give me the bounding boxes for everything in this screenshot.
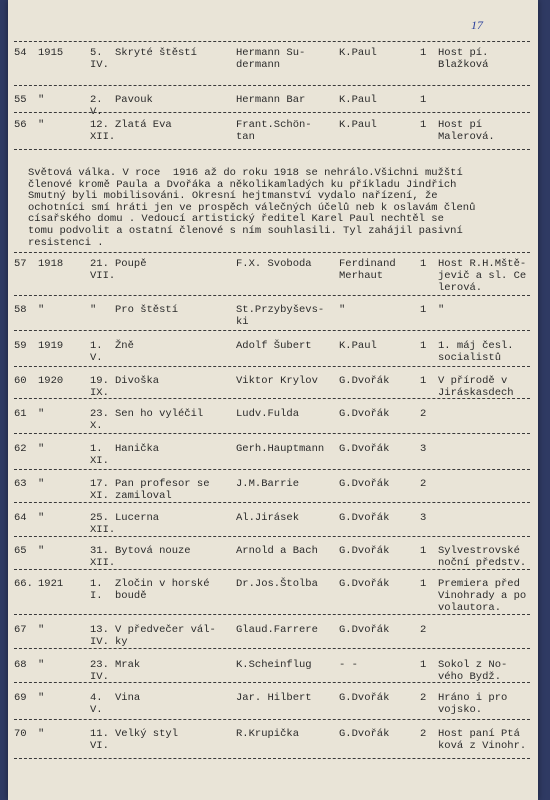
entry-year: 1915 xyxy=(38,47,64,59)
row-divider xyxy=(14,85,530,86)
entry-year: " xyxy=(38,659,45,671)
row-divider xyxy=(14,295,530,296)
performance-count: 1 xyxy=(420,375,427,387)
play-title: Pan profesor se zamiloval xyxy=(115,478,210,502)
entry-date: 23. X. xyxy=(90,408,109,432)
entry-date: 19. IX. xyxy=(90,375,109,399)
entry-number: 67 xyxy=(14,624,27,636)
performance-count: 1 xyxy=(420,340,427,352)
play-title: Divoška xyxy=(115,375,160,387)
play-title: Vina xyxy=(115,692,141,704)
play-author: Frant.Schön- tan xyxy=(236,119,312,143)
play-title: V předvečer vál- ky xyxy=(115,624,216,648)
entry-year: " xyxy=(38,304,45,316)
director-name: G.Dvořák xyxy=(339,443,390,455)
entry-year: 1920 xyxy=(38,375,64,387)
entry-date: 4. V. xyxy=(90,692,103,716)
entry-note: Host pí. Blažková xyxy=(438,47,489,71)
performance-count: 2 xyxy=(420,408,427,420)
entry-date: 1. I. xyxy=(90,578,103,602)
performance-count: 1 xyxy=(420,119,427,131)
play-author: J.M.Barrie xyxy=(236,478,300,490)
director-name: G.Dvořák xyxy=(339,624,390,636)
play-title: Zlatá Eva xyxy=(115,119,172,131)
paragraph-line: Smutný byli mobilisováni. Okresní hejtmanství vydalo nařízení, že xyxy=(28,190,438,203)
entry-number: 61 xyxy=(14,408,27,420)
entry-number: 60 xyxy=(14,375,27,387)
performance-count: 1 xyxy=(420,304,427,316)
performance-count: 2 xyxy=(420,692,427,704)
row-divider xyxy=(14,469,530,470)
play-author: Glaud.Farrere xyxy=(236,624,318,636)
entry-year: 1921 xyxy=(38,578,64,590)
director-name: K.Paul xyxy=(339,119,377,131)
entry-note: Sokol z No- vého Bydž. xyxy=(438,659,508,683)
paragraph-line: císařského domu . Vedoucí artistický ředitel Karel Paul nechtěl se xyxy=(28,213,444,226)
entry-date: 25. XII. xyxy=(90,512,116,536)
entry-note: Host R.H.Mště- jevič a sl. Ce lerová. xyxy=(438,258,527,294)
play-author: Hermann Bar xyxy=(236,94,306,106)
row-divider xyxy=(14,536,530,537)
row-divider xyxy=(14,648,530,649)
entry-note: V přírodě v Jiráskasdech xyxy=(438,375,514,399)
play-title: Pavouk xyxy=(115,94,153,106)
performance-count: 1 xyxy=(420,545,427,557)
director-name: - - xyxy=(339,659,358,671)
entry-year: " xyxy=(38,624,45,636)
paragraph-line: Světová válka. V roce 1916 až do roku 1918 se nehrálo.Všichni mužští xyxy=(28,167,463,179)
performance-count: 1 xyxy=(420,578,427,590)
play-author: Dr.Jos.Štolba xyxy=(236,578,318,590)
entry-date: 12. XII. xyxy=(90,119,116,143)
play-title: Skryté štěstí xyxy=(115,47,197,59)
director-name: K.Paul xyxy=(339,94,377,106)
director-name: " xyxy=(339,304,346,316)
play-author: Viktor Krylov xyxy=(236,375,318,387)
entry-year: " xyxy=(38,478,45,490)
performance-count: 3 xyxy=(420,443,427,455)
performance-count: 1 xyxy=(420,94,427,106)
paragraph-line: členové kromě Paula a Dvořáka a několikamladých ku příkladu Jindřich xyxy=(28,178,457,191)
play-title: Mrak xyxy=(115,659,141,671)
play-title: Hanička xyxy=(115,443,160,455)
performance-count: 2 xyxy=(420,478,427,490)
director-name: G.Dvořák xyxy=(339,512,390,524)
row-divider xyxy=(14,758,530,759)
entry-date: 23. IV. xyxy=(90,659,109,683)
row-divider xyxy=(14,330,530,331)
entry-date: 1. XI. xyxy=(90,443,109,467)
row-divider xyxy=(14,433,530,434)
performance-count: 2 xyxy=(420,728,427,740)
entry-number: 56 xyxy=(14,119,27,131)
play-author: Arnold a Bach xyxy=(236,545,318,557)
entry-year: " xyxy=(38,408,45,420)
entry-note: Host pí Malerová. xyxy=(438,119,495,143)
entry-date: 5. IV. xyxy=(90,47,109,71)
play-author: Al.Jirásek xyxy=(236,512,300,524)
entry-number: 54 xyxy=(14,47,27,59)
play-author: Adolf Šubert xyxy=(236,340,312,352)
row-divider xyxy=(14,719,530,720)
entry-year: " xyxy=(38,728,45,740)
row-divider xyxy=(14,366,530,367)
play-title: Lucerna xyxy=(115,512,160,524)
entry-note: Premiera před Vinohrady a po volautora. xyxy=(438,578,527,614)
page-number: 17 xyxy=(471,18,483,32)
paragraph-line: resistenci . xyxy=(28,236,104,249)
entry-year: " xyxy=(38,119,45,131)
entry-year: " xyxy=(38,94,45,106)
row-divider xyxy=(14,502,530,503)
row-divider xyxy=(14,569,530,570)
play-title: Poupě xyxy=(115,258,147,270)
war-note-paragraph xyxy=(28,168,528,249)
play-author: St.Przybyševs- ki xyxy=(236,304,325,328)
entry-note: " xyxy=(438,304,445,316)
entry-note: Sylvestrovské noční předstv. xyxy=(438,545,527,569)
entry-note: Host paní Ptá ková z Vinohr. xyxy=(438,728,527,752)
paragraph-line: ochotníci smí hráti jen ve prospěch válečných účelů neb k oslavám členů xyxy=(28,201,476,214)
performance-count: 1 xyxy=(420,258,427,270)
entry-year: " xyxy=(38,545,45,557)
director-name: G.Dvořák xyxy=(339,375,390,387)
entry-date: " xyxy=(90,304,97,316)
entry-number: 62 xyxy=(14,443,27,455)
director-name: K.Paul xyxy=(339,47,377,59)
entry-number: 55 xyxy=(14,94,27,106)
entry-number: 64 xyxy=(14,512,27,524)
row-divider xyxy=(14,614,530,615)
entry-number: 65 xyxy=(14,545,27,557)
play-author: Gerh.Hauptmann xyxy=(236,443,325,455)
entry-date: 17. XI. xyxy=(90,478,109,502)
paragraph-line: tomu podvolit a ostatní členové s ním souhlasili. Tyl zahájil pasivní xyxy=(28,224,463,237)
play-author: F.X. Svoboda xyxy=(236,258,312,270)
play-author: Jar. Hilbert xyxy=(236,692,312,704)
performance-count: 3 xyxy=(420,512,427,524)
director-name: G.Dvořák xyxy=(339,728,390,740)
entry-date: 11. VI. xyxy=(90,728,109,752)
director-name: K.Paul xyxy=(339,340,377,352)
play-title: Bytová nouze xyxy=(115,545,191,557)
entry-date: 31. XII. xyxy=(90,545,116,569)
row-divider xyxy=(14,149,530,150)
entry-number: 57 xyxy=(14,258,27,270)
document-page xyxy=(8,0,538,800)
entry-number: 70 xyxy=(14,728,27,740)
entry-year: 1919 xyxy=(38,340,64,352)
director-name: G.Dvořák xyxy=(339,545,390,557)
entry-year: " xyxy=(38,512,45,524)
entry-number: 66. xyxy=(14,578,33,590)
director-name: G.Dvořák xyxy=(339,478,390,490)
entry-date: 2. V. xyxy=(90,94,103,118)
play-title: Žně xyxy=(115,340,134,352)
entry-number: 59 xyxy=(14,340,27,352)
entry-year: " xyxy=(38,443,45,455)
entry-number: 58 xyxy=(14,304,27,316)
performance-count: 1 xyxy=(420,47,427,59)
play-title: Sen ho vyléčil xyxy=(115,408,204,420)
director-name: G.Dvořák xyxy=(339,408,390,420)
entry-year: " xyxy=(38,692,45,704)
entry-number: 63 xyxy=(14,478,27,490)
play-author: K.Scheinflug xyxy=(236,659,312,671)
row-divider xyxy=(14,252,530,253)
performance-count: 1 xyxy=(420,659,427,671)
director-name: Ferdinand Merhaut xyxy=(339,258,396,282)
play-title: Zločin v horské boudě xyxy=(115,578,210,602)
entry-number: 69 xyxy=(14,692,27,704)
row-divider xyxy=(14,41,530,42)
play-title: Velký styl xyxy=(115,728,179,740)
entry-date: 13. IV. xyxy=(90,624,109,648)
entry-year: 1918 xyxy=(38,258,64,270)
play-title: Pro štěstí xyxy=(115,304,179,316)
entry-note: 1. máj česl. socialistů xyxy=(438,340,514,364)
play-author: Ludv.Fulda xyxy=(236,408,300,420)
director-name: G.Dvořák xyxy=(339,578,390,590)
entry-date: 21. VII. xyxy=(90,258,116,282)
entry-number: 68 xyxy=(14,659,27,671)
director-name: G.Dvořák xyxy=(339,692,390,704)
entry-note: Hráno i pro vojsko. xyxy=(438,692,508,716)
performance-count: 2 xyxy=(420,624,427,636)
entry-date: 1. V. xyxy=(90,340,103,364)
play-author: R.Krupička xyxy=(236,728,300,740)
play-author: Hermann Su- dermann xyxy=(236,47,306,71)
